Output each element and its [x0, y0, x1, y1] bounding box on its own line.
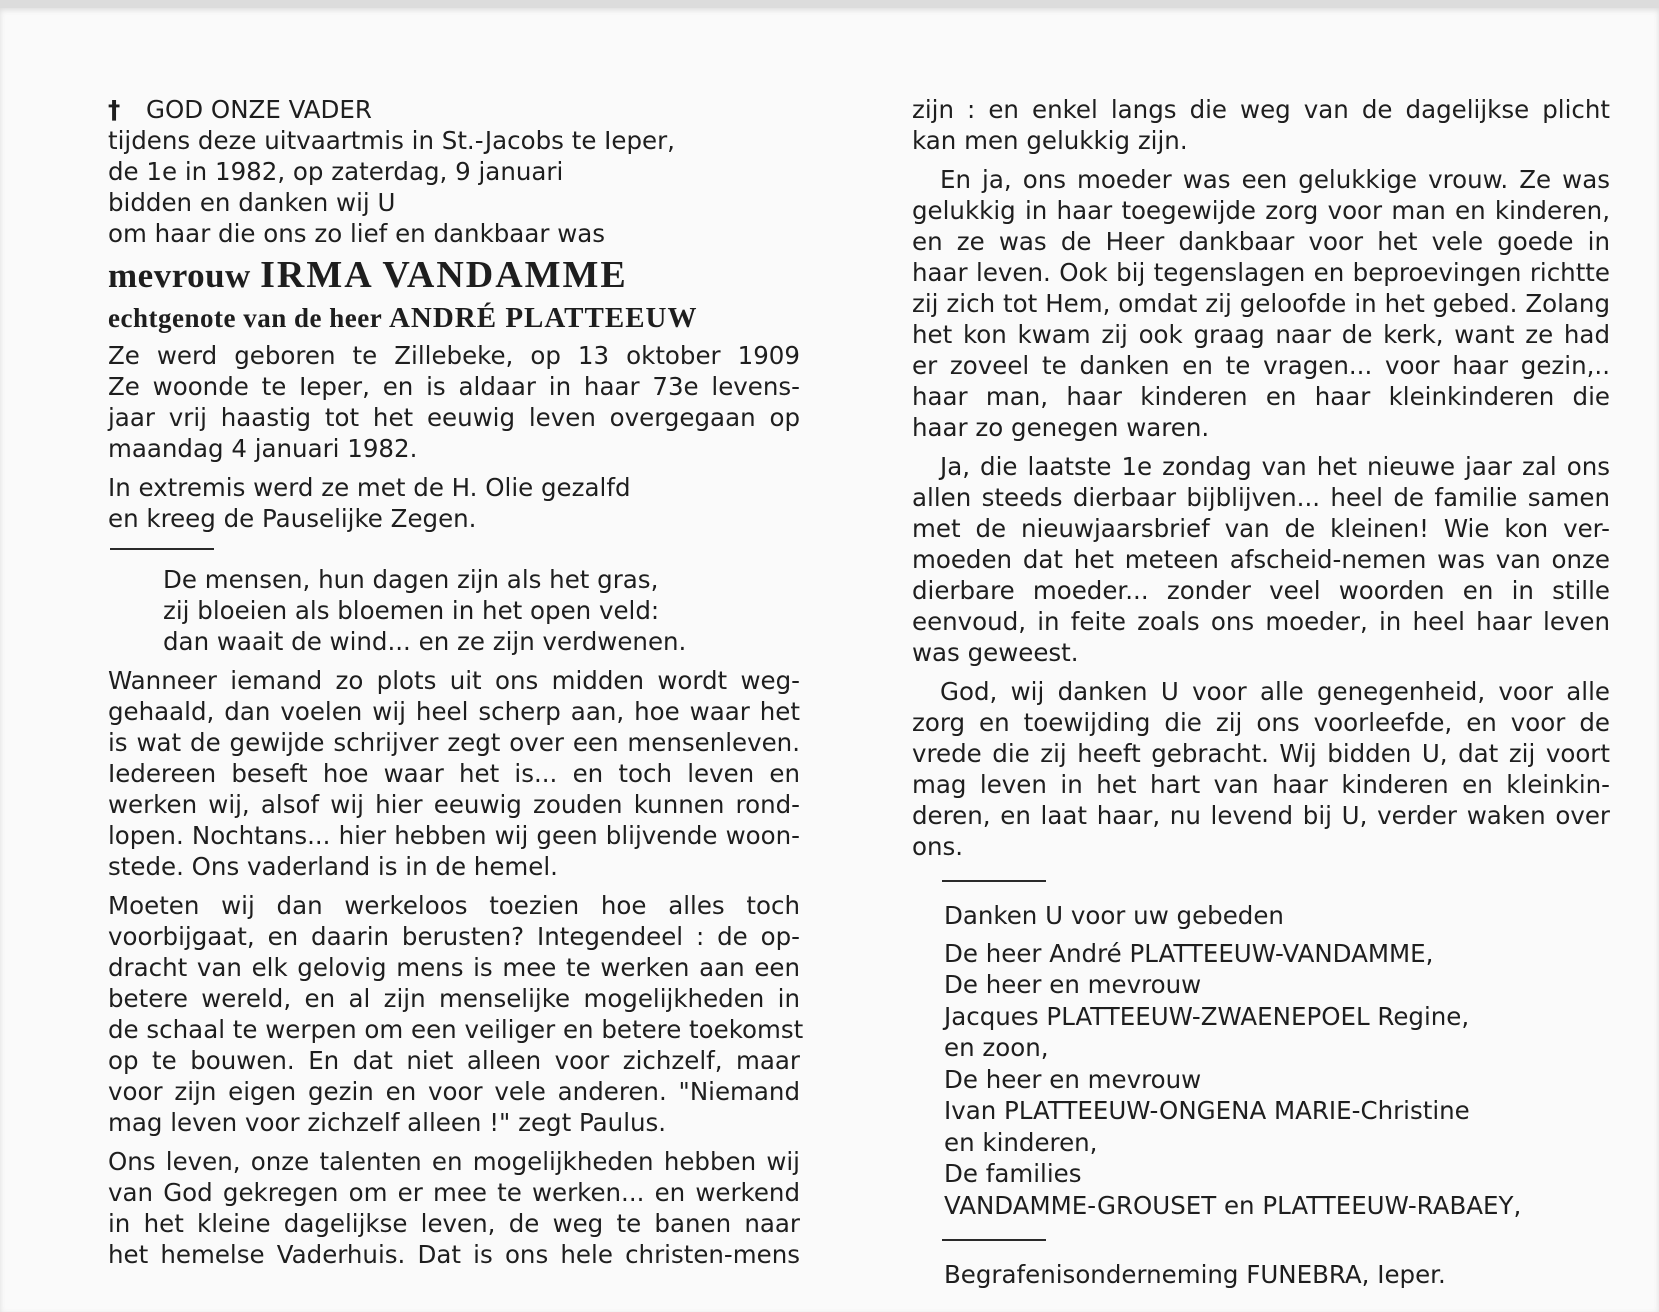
text-line: gelukkig in haar toegewijde zorg voor man en kinderen,	[912, 196, 1610, 225]
text-line: betere wereld, en al zijn menselijke mogelijkheden in	[108, 984, 800, 1013]
deceased-name-line	[108, 253, 800, 298]
text-line: voor zijn eigen gezin en voor vele anderen. "Niemand	[108, 1077, 800, 1106]
text-line: Ons leven, onze talenten en mogelijkheden hebben wij	[108, 1147, 800, 1176]
memorial-card	[0, 8, 1659, 1312]
divider	[110, 548, 214, 550]
divider	[942, 1239, 1046, 1241]
text-line: allen steeds dierbaar bijblijven... heel de familie samen	[912, 483, 1610, 512]
text-line: mag leven in het hart van haar kinderen en kleinkin-	[912, 770, 1610, 799]
thanks-line: Danken U voor uw gebeden	[944, 901, 1284, 930]
text-line: voorbijgaat, en daarin berusten? Integendeel : de op-	[108, 922, 800, 951]
sacrament-line: en kreeg de Pauselijke Zegen.	[108, 504, 477, 533]
family-line: De heer en mevrouw	[944, 970, 1202, 999]
text-line: deren, en laat haar, nu levend bij U, verder waken over	[912, 801, 1610, 830]
left-paragraph	[108, 890, 804, 1138]
left-column	[108, 94, 804, 1270]
intro-line: om haar die ons zo lief en dankbaar was	[108, 219, 606, 248]
spouse-name: ANDRÉ PLATTEEUW	[388, 302, 698, 334]
right-paragraph	[912, 451, 1610, 668]
text-line: gehaald, dan voelen wij heel scherp aan, hoe waar het	[108, 697, 800, 726]
deceased-name: IRMA VANDAMME	[260, 254, 628, 296]
family-list	[912, 900, 1610, 1221]
text-line: kan men gelukkig zijn.	[912, 126, 1188, 155]
verse-line: dan waait de wind... en ze zijn verdwenen.	[163, 627, 687, 656]
text-line: haar man, haar kinderen en haar kleinkinderen die	[912, 382, 1610, 411]
intro-line: de 1e in 1982, op zaterdag, 9 januari	[108, 157, 564, 186]
text-line: Ja, die laatste 1e zondag van het nieuwe jaar zal ons	[940, 452, 1610, 481]
invocation-line	[108, 94, 800, 125]
family-line: VANDAMME-GROUSET en PLATTEEUW-RABAEY,	[944, 1190, 1522, 1220]
text-line: God, wij danken U voor alle genegenheid, voor alle	[940, 677, 1610, 706]
family-line: De families	[944, 1159, 1082, 1188]
text-line: mag leven voor zichzelf alleen !" zegt Paulus.	[108, 1108, 667, 1137]
text-line: was geweest.	[912, 638, 1079, 667]
text-line: moeden dat het meteen afscheid-nemen was van onze	[912, 545, 1610, 574]
bio-line: Ze woonde te Ieper, en is aldaar in haar 73e levens-	[108, 372, 800, 401]
text-line: ons.	[912, 832, 964, 861]
left-paragraph	[108, 1146, 800, 1270]
left-paragraph	[108, 665, 800, 882]
bio-line: maandag 4 januari 1982.	[108, 434, 418, 463]
verse	[108, 564, 800, 657]
family-line: en kinderen,	[944, 1127, 1098, 1157]
intro-line: tijdens deze uitvaartmis in St.-Jacobs te Ieper,	[108, 126, 675, 155]
text-line: lopen. Nochtans... hier hebben wij geen blijvende woon-	[108, 821, 800, 850]
family-line: Ivan PLATTEEUW-ONGENA MARIE-Christine	[944, 1096, 1470, 1125]
text-line: van God gekregen om er mee te werken... en werkend	[108, 1178, 800, 1207]
text-line: op te bouwen. En dat niet alleen voor zichzelf, maar	[108, 1046, 800, 1075]
family-line: Jacques PLATTEEUW-ZWAENEPOEL Regine,	[944, 1001, 1470, 1031]
text-line: is wat de gewijde schrijver zegt over een mensenleven.	[108, 728, 800, 757]
divider	[942, 880, 1046, 882]
text-line: dracht van elk gelovig mens is mee te werken aan een	[108, 953, 800, 982]
cross-icon: †	[108, 95, 121, 124]
text-line: in het kleine dagelijkse leven, de weg te banen naar	[108, 1209, 800, 1238]
spouse-line	[108, 298, 800, 338]
text-line: en ze was de Heer dankbaar voor het vele goede in	[912, 227, 1610, 256]
right-column	[912, 94, 1610, 1290]
text-line: het hemelse Vaderhuis. Dat is ons hele christen-mens	[108, 1240, 800, 1269]
deceased-prefix: mevrouw	[108, 256, 251, 295]
text-line: Wanneer iemand zo plots uit ons midden wordt weg-	[108, 666, 800, 695]
right-paragraph	[912, 676, 1610, 862]
text-line: Iedereen beseft hoe waar het is... en toch leven en	[108, 759, 800, 788]
text-line: werken wij, alsof wij hier eeuwig zouden kunnen rond-	[108, 790, 800, 819]
text-line: dierbare moeder... zonder veel woorden en in stille	[912, 576, 1610, 605]
verse-line: zij bloeien als bloemen in het open veld:	[163, 596, 660, 625]
family-line: De heer en mevrouw	[944, 1064, 1202, 1094]
intro-line: bidden en danken wij U	[108, 188, 396, 217]
sacrament-line: In extremis werd ze met de H. Olie gezalfd	[108, 473, 631, 502]
text-line: zijn : en enkel langs die weg van de dagelijkse plicht	[912, 95, 1610, 124]
text-line: zorg en toewijding die zij ons voorleefde, en voor de	[912, 708, 1610, 737]
text-line: haar zo genegen waren.	[912, 413, 1210, 442]
text-line: zij zich tot Hem, omdat zij geloofde in het gebed. Zolang	[912, 289, 1610, 318]
family-line: De heer André PLATTEEUW-VANDAMME,	[944, 938, 1434, 968]
text-line: eenvoud, in feite zoals ons moeder, in heel haar leven	[912, 607, 1610, 636]
verse-line: De mensen, hun dagen zijn als het gras,	[163, 565, 659, 594]
invocation: GOD ONZE VADER	[146, 95, 372, 124]
text-line: stede. Ons vaderland is in de hemel.	[108, 852, 558, 881]
text-line: er zoveel te danken en te vragen... voor haar gezin,..	[912, 351, 1610, 380]
text-line: het kon kwam zij ook graag naar de kerk, want ze had	[912, 320, 1610, 349]
right-paragraph	[912, 94, 1610, 156]
bio-line: Ze werd geboren te Zillebeke, op 13 oktober 1909	[108, 341, 800, 370]
right-paragraph	[912, 164, 1610, 443]
text-line: de schaal te werpen om een veiliger en betere toekomst	[108, 1015, 804, 1044]
bio-line: jaar vrij haastig tot het eeuwig leven overgegaan op	[108, 403, 800, 432]
family-line: en zoon,	[944, 1033, 1049, 1062]
text-line: En ja, ons moeder was een gelukkige vrouw. Ze was	[940, 165, 1610, 194]
text-line: vrede die zij heeft gebracht. Wij bidden U, dat zij voort	[912, 739, 1610, 768]
funeral-home: Begrafenisonderneming FUNEBRA, Ieper.	[944, 1260, 1446, 1289]
spouse-prefix: echtgenote van de heer	[108, 303, 382, 333]
text-line: haar leven. Ook bij tegenslagen en beproevingen richtte	[912, 258, 1610, 287]
text-line: Moeten wij dan werkeloos toezien hoe alles toch	[108, 891, 800, 920]
text-line: met de nieuwjaarsbrief van de kleinen! Wie kon ver-	[912, 514, 1610, 543]
